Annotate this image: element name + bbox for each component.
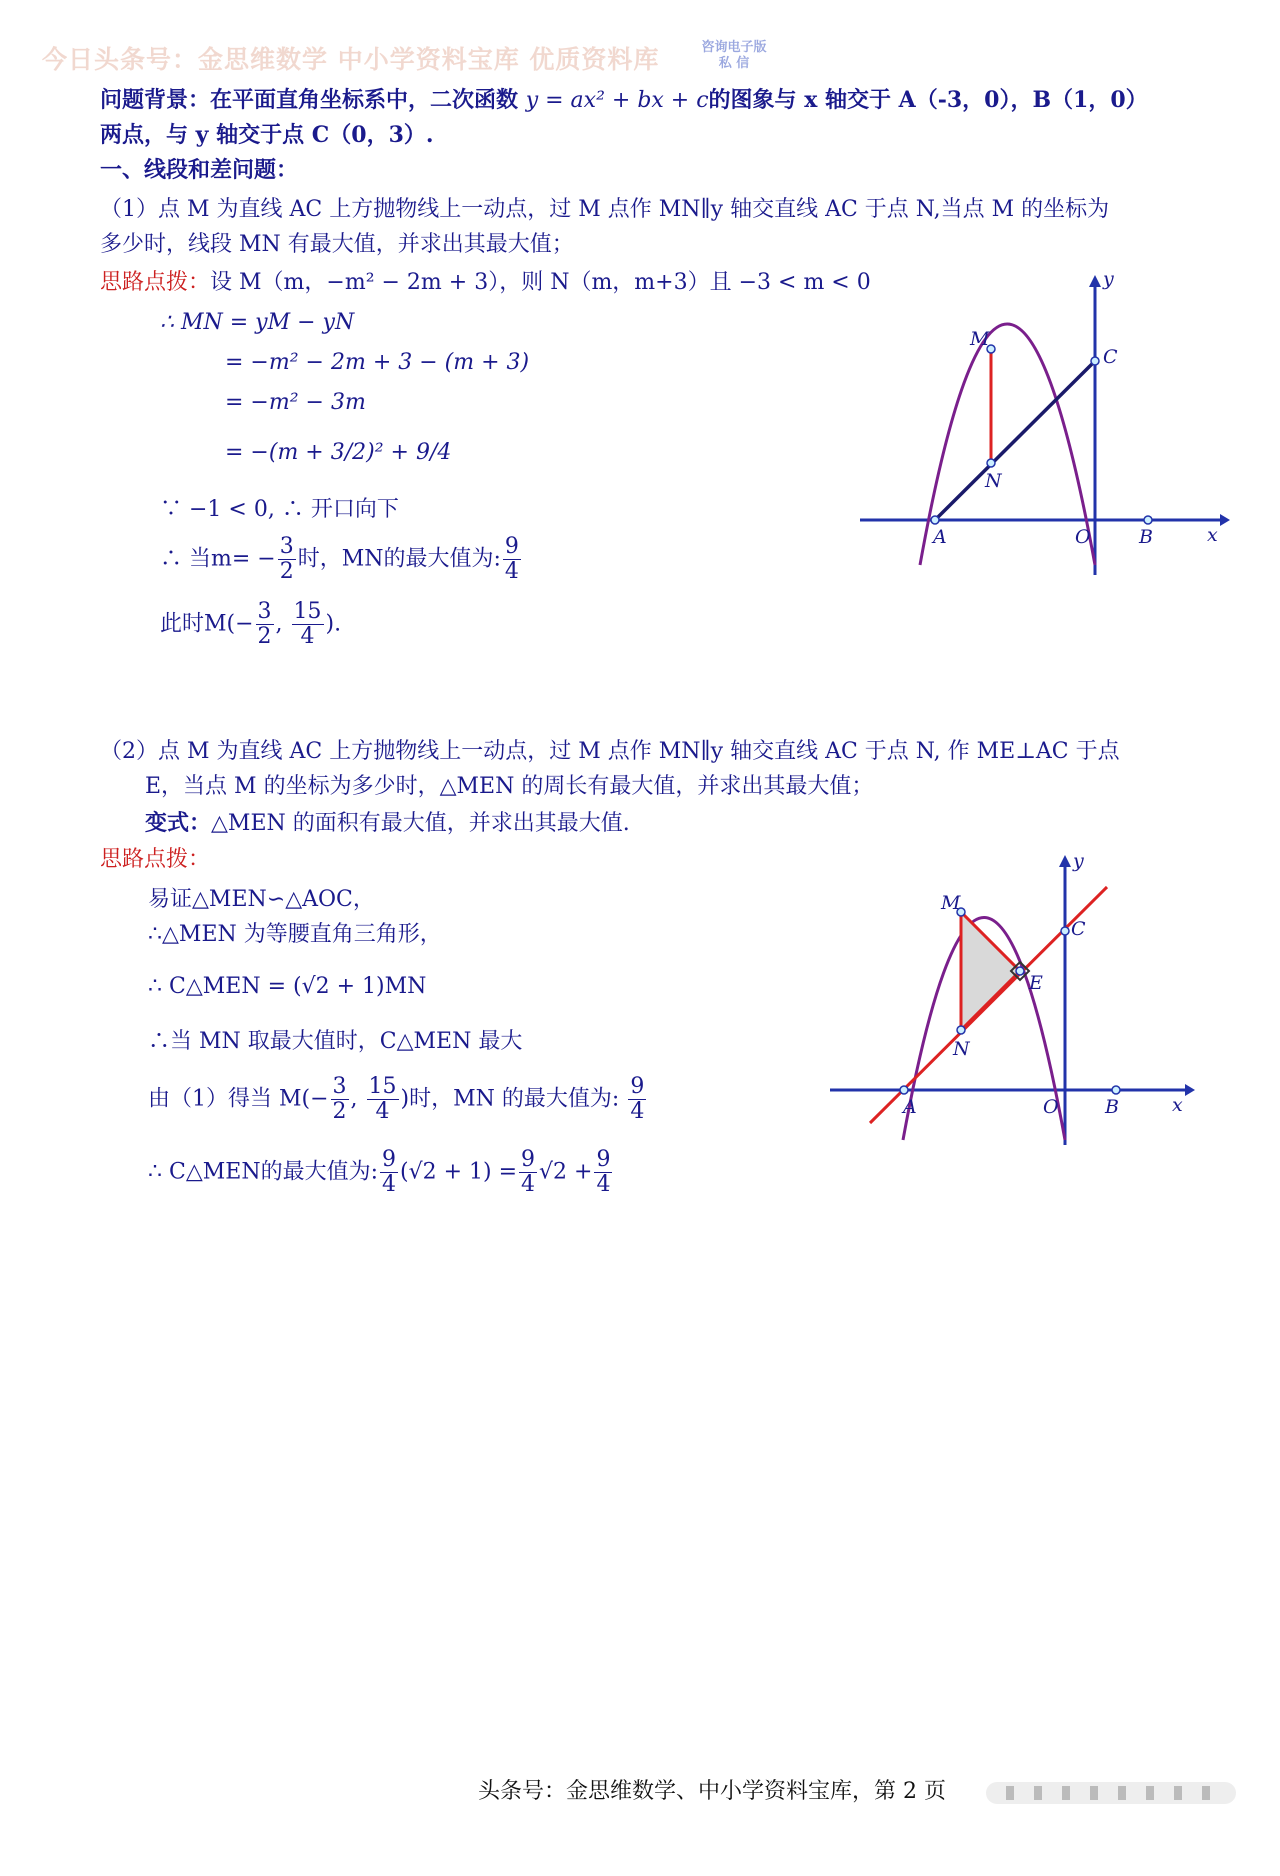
label-a: A bbox=[933, 526, 947, 548]
q2-hint-label: 思路点拨： bbox=[100, 847, 211, 872]
q1-hint: 思路点拨：设 M（m，−m² − 2m + 3），则 N（m，m+3）且 −3 < m < 0 bbox=[100, 270, 871, 295]
q2-line-1: （2）点 M 为直线 AC 上方抛物线上一动点，过 M 点作 MN∥y 轴交直线 AC 于点 N, 作 ME⊥AC 于点 bbox=[100, 739, 1120, 764]
point-c bbox=[1061, 927, 1069, 935]
frac-3-2: $\frac{3}{2}$ bbox=[279, 534, 294, 584]
q1-step-1: ∴ MN = yM − yN bbox=[160, 310, 355, 335]
x-arrow-icon bbox=[1220, 514, 1230, 526]
label-a: A bbox=[903, 1096, 917, 1118]
q2-variant-label: 变式： bbox=[145, 810, 212, 836]
point-n bbox=[987, 459, 995, 467]
q1-step-2: = −m² − 2m + 3 − (m + 3) bbox=[225, 350, 530, 375]
y-arrow-icon bbox=[1059, 855, 1071, 867]
q1-step-max: ∴ 当m= − $\frac{3}{2}$ 时，MN的最大值为: $\frac{9}{4}$ bbox=[160, 534, 519, 584]
point-e bbox=[1016, 967, 1024, 975]
label-m: M bbox=[941, 892, 961, 914]
point-a bbox=[900, 1086, 908, 1094]
label-m: M bbox=[970, 328, 990, 350]
q2-step-4: ∴当 MN 取最大值时，C△MEN 最大 bbox=[148, 1029, 523, 1054]
q2-step-2: ∴△MEN 为等腰直角三角形， bbox=[148, 922, 442, 947]
label-o: O bbox=[1075, 526, 1091, 548]
footer-bars-icon bbox=[986, 1778, 1236, 1808]
figure-2 bbox=[825, 845, 1195, 1155]
q1-step-5: ∵ −1 < 0, ∴ 开口向下 bbox=[160, 497, 399, 522]
label-b: B bbox=[1105, 1096, 1119, 1118]
label-x: x bbox=[1207, 524, 1218, 546]
label-c: C bbox=[1071, 918, 1086, 940]
label-n: N bbox=[985, 470, 1002, 492]
watermark-badge-bottom: 私 信 bbox=[718, 56, 750, 71]
line-ac bbox=[935, 361, 1095, 520]
background-label: 问题背景： bbox=[100, 87, 211, 113]
label-e: E bbox=[1029, 972, 1043, 994]
background-line-2: 两点，与 y 轴交于点 C（0，3）. bbox=[100, 122, 434, 148]
frac-9-4: $\frac{9}{4}$ bbox=[504, 534, 519, 584]
q2-step-1: 易证△MEN∽△AOC， bbox=[148, 887, 375, 912]
q1-step-point: 此时M(− $\frac{3}{2}$ , $\frac{15}{4}$ ). bbox=[160, 599, 342, 649]
q1-hint-label: 思路点拨： bbox=[100, 270, 211, 295]
quadratic-formula: y = ax² + bx + c bbox=[525, 88, 709, 113]
point-a bbox=[931, 516, 939, 524]
q1-line-2: 多少时，线段 MN 有最大值，并求出其最大值； bbox=[100, 232, 574, 257]
figure-1 bbox=[855, 265, 1230, 590]
y-arrow-icon bbox=[1089, 275, 1101, 287]
page-footer: 头条号：金思维数学、中小学资料宝库，第 2 页 bbox=[478, 1779, 946, 1804]
label-c: C bbox=[1103, 346, 1118, 368]
point-c bbox=[1091, 357, 1099, 365]
q2-step-6: ∴ C△MEN的最大值为: $\frac{9}{4}$ (√2 + 1) = $\frac{9}{4}$ √2 + $\frac{9}{4}$ bbox=[148, 1147, 611, 1197]
watermark-badge bbox=[696, 40, 772, 72]
q2-step-5: 由（1）得当 M(− $\frac{3}{2}$ , $\frac{15}{4}$ )时，MN 的最大值为: $\frac{9}{4}$ bbox=[148, 1074, 645, 1124]
label-x: x bbox=[1172, 1094, 1183, 1116]
point-n bbox=[957, 1026, 965, 1034]
point-b bbox=[1112, 1086, 1120, 1094]
watermark-badge-top: 咨询电子版 bbox=[701, 40, 767, 55]
label-y: y bbox=[1103, 268, 1114, 290]
label-o: O bbox=[1043, 1096, 1059, 1118]
q1-line-1: （1）点 M 为直线 AC 上方抛物线上一动点，过 M 点作 MN∥y 轴交直线 AC 于点 N,当点 M 的坐标为 bbox=[100, 197, 1110, 222]
q1-step-3: = −m² − 3m bbox=[225, 390, 366, 415]
q2-step-3: ∴ C△MEN = (√2 + 1)MN bbox=[148, 974, 427, 999]
label-b: B bbox=[1139, 526, 1153, 548]
watermark-text: 今日头条号：金思维数学 中小学资料宝库 优质资料库 bbox=[42, 45, 660, 74]
q2-variant: 变式：△MEN 的面积有最大值，并求出其最大值. bbox=[145, 810, 630, 836]
x-arrow-icon bbox=[1185, 1084, 1195, 1096]
point-b bbox=[1144, 516, 1152, 524]
section-1-title: 一、线段和差问题： bbox=[100, 157, 299, 183]
background-line-1: 问题背景：在平面直角坐标系中，二次函数 y = ax² + bx + c的图象与 x 轴交于 A（-3，0），B（1，0） bbox=[100, 87, 1148, 113]
q2-line-2: E，当点 M 的坐标为多少时，△MEN 的周长有最大值，并求出其最大值； bbox=[145, 774, 874, 799]
q1-step-4: = −(m + 3/2)² + 9/4 bbox=[225, 440, 452, 465]
label-y: y bbox=[1073, 850, 1084, 872]
label-n: N bbox=[953, 1038, 970, 1060]
